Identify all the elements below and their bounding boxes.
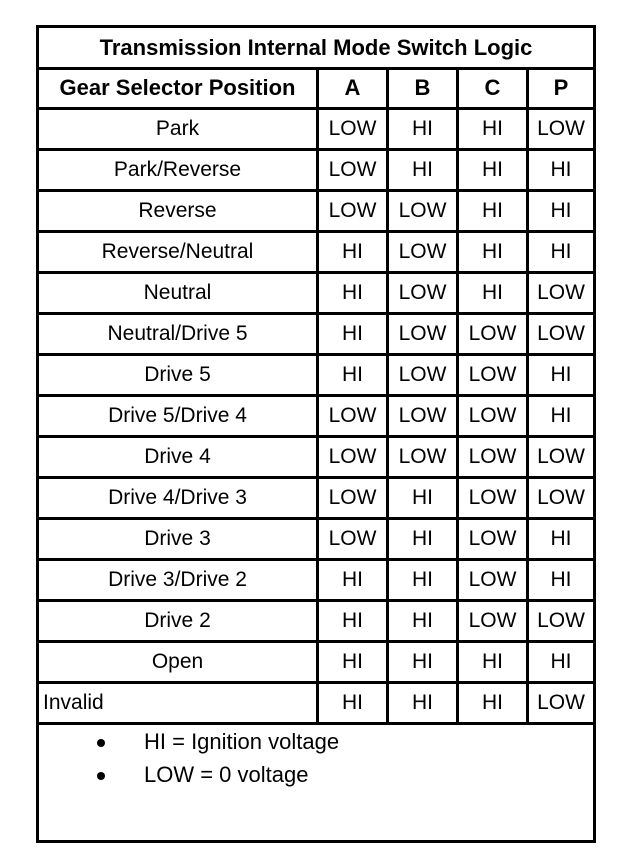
gear-position-cell: Open [39, 643, 319, 684]
p-cell: HI [529, 397, 593, 438]
gear-position-cell: Drive 5 [39, 356, 319, 397]
table-row [39, 561, 593, 602]
c-cell: LOW [459, 602, 529, 643]
p-cell: HI [529, 233, 593, 274]
gear-position-cell: Park [39, 110, 319, 151]
gear-position-cell: Park/Reverse [39, 151, 319, 192]
b-cell: HI [389, 602, 459, 643]
a-cell: LOW [319, 110, 389, 151]
note-item [39, 758, 593, 791]
c-cell: LOW [459, 479, 529, 520]
gear-position-cell: Reverse [39, 192, 319, 233]
table-row [39, 233, 593, 274]
header-gear-position: Gear Selector Position [39, 69, 319, 110]
c-cell: LOW [459, 397, 529, 438]
table-row [39, 438, 593, 479]
c-cell: LOW [459, 438, 529, 479]
c-cell: LOW [459, 520, 529, 561]
b-cell: HI [389, 684, 459, 725]
table-row [39, 397, 593, 438]
gear-position-cell: Drive 3/Drive 2 [39, 561, 319, 602]
p-cell: LOW [529, 602, 593, 643]
c-cell: HI [459, 151, 529, 192]
table-row [39, 315, 593, 356]
c-cell: LOW [459, 356, 529, 397]
table-row [39, 602, 593, 643]
p-cell: HI [529, 643, 593, 684]
a-cell: HI [319, 602, 389, 643]
table-title: Transmission Internal Mode Switch Logic [39, 28, 593, 70]
p-cell: LOW [529, 110, 593, 151]
c-cell: HI [459, 192, 529, 233]
table-row [39, 151, 593, 192]
b-cell: LOW [389, 438, 459, 479]
gear-position-cell: Drive 2 [39, 602, 319, 643]
b-cell: LOW [389, 274, 459, 315]
b-cell: HI [389, 561, 459, 602]
b-cell: HI [389, 479, 459, 520]
a-cell: HI [319, 315, 389, 356]
b-cell: HI [389, 110, 459, 151]
a-cell: HI [319, 356, 389, 397]
table-row [39, 520, 593, 561]
header-row [39, 69, 593, 110]
a-cell: LOW [319, 397, 389, 438]
table-row [39, 274, 593, 315]
p-cell: LOW [529, 479, 593, 520]
header-b: B [389, 69, 459, 110]
mode-switch-logic-table [36, 25, 596, 843]
p-cell: LOW [529, 315, 593, 356]
table-row [39, 643, 593, 684]
gear-position-cell: Drive 4 [39, 438, 319, 479]
gear-position-cell: Reverse/Neutral [39, 233, 319, 274]
gear-position-cell: Drive 5/Drive 4 [39, 397, 319, 438]
c-cell: HI [459, 643, 529, 684]
table-row [39, 684, 593, 725]
bullet-icon [97, 772, 105, 780]
note-text: LOW = 0 voltage [144, 762, 309, 787]
p-cell: LOW [529, 438, 593, 479]
legend-notes [39, 725, 593, 791]
c-cell: HI [459, 684, 529, 725]
c-cell: HI [459, 233, 529, 274]
a-cell: LOW [319, 520, 389, 561]
table-row [39, 110, 593, 151]
c-cell: HI [459, 274, 529, 315]
p-cell: HI [529, 151, 593, 192]
a-cell: LOW [319, 192, 389, 233]
p-cell: HI [529, 561, 593, 602]
c-cell: LOW [459, 315, 529, 356]
b-cell: HI [389, 520, 459, 561]
a-cell: LOW [319, 438, 389, 479]
table-row [39, 192, 593, 233]
p-cell: HI [529, 356, 593, 397]
a-cell: LOW [319, 151, 389, 192]
p-cell: HI [529, 192, 593, 233]
gear-position-cell: Invalid [39, 684, 319, 725]
a-cell: LOW [319, 479, 389, 520]
b-cell: LOW [389, 192, 459, 233]
gear-position-cell: Neutral/Drive 5 [39, 315, 319, 356]
b-cell: LOW [389, 397, 459, 438]
a-cell: HI [319, 561, 389, 602]
note-item [39, 725, 593, 758]
a-cell: HI [319, 643, 389, 684]
c-cell: HI [459, 110, 529, 151]
table-row [39, 479, 593, 520]
b-cell: HI [389, 643, 459, 684]
a-cell: HI [319, 274, 389, 315]
bullet-icon [97, 739, 105, 747]
b-cell: LOW [389, 233, 459, 274]
header-p: P [529, 69, 593, 110]
p-cell: LOW [529, 684, 593, 725]
b-cell: HI [389, 151, 459, 192]
gear-position-cell: Neutral [39, 274, 319, 315]
gear-position-cell: Drive 3 [39, 520, 319, 561]
p-cell: HI [529, 520, 593, 561]
a-cell: HI [319, 233, 389, 274]
c-cell: LOW [459, 561, 529, 602]
header-c: C [459, 69, 529, 110]
table-row [39, 356, 593, 397]
table-grid [39, 69, 593, 725]
a-cell: HI [319, 684, 389, 725]
gear-position-cell: Drive 4/Drive 3 [39, 479, 319, 520]
b-cell: LOW [389, 315, 459, 356]
header-a: A [319, 69, 389, 110]
b-cell: LOW [389, 356, 459, 397]
note-text: HI = Ignition voltage [144, 729, 340, 754]
p-cell: LOW [529, 274, 593, 315]
